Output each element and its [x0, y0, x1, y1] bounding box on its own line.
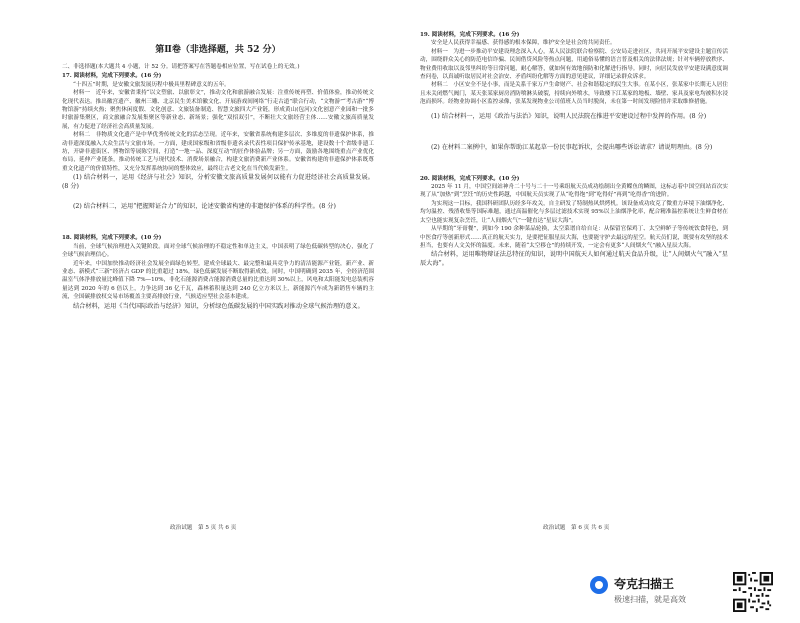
q19-material-2: 材料二 小区安全不是小事，而是关系千家万户生命财产、社会和谐稳定的民生大事。在某小区，张某家中长期无人居住且未关闭燃气阀门，某天张某家厨房消防喷淋头破裂，持续向外喷水，导致楼下江某家的地板、墙壁、家具及家电均被积水浸泡而损坏。经物业协调小区监控录像，张某发现物业公司值班人员当时脱岗，未在第一时间发现险情并采取维修措施。 — [420, 82, 728, 106]
scanner-app-name: 夸克扫描王 — [614, 577, 675, 591]
q19-subquestion-2: (2) 在材料二案例中，如果你帮助江某起草一份民事起诉状，会提出哪些诉讼请求？请说明理由。(8 分) — [431, 143, 713, 151]
q19-material-1: 材料一 为进一步推动平安建设理念深入人心，某人民法院联合检察院、公安局走进社区，共同开展平安建设主题宣传活动，围绕群众关心的防范电信诈骗、民间借贷风险等热点问题，用通俗易懂的语言普及相关的法律法规；针对车辆停放秩序、物业费用收取以及邻里纠纷等日常问题，耐心解答，就如何有效地预防和化解进行指导。同时，向居民发放平安建设满意度调查问卷，以真诚听取居民对社会治安、矛盾纠纷化解等方面的意见建议，详细记录群众诉求。 — [420, 48, 728, 81]
section-instructions: 二、非选择题(本大题共 4 小题，计 52 分。请把答案写在答题卷相应位置，写在试卷上的无效。) — [62, 64, 300, 70]
page-5-content — [62, 30, 374, 535]
scanner-watermark — [590, 572, 790, 616]
qr-code-icon — [733, 572, 773, 612]
q18-task: 结合材料，运用《当代国际政治与经济》知识，分析绿色低碳发展的中国实践对推动全球气候治理的意义。 — [73, 302, 364, 310]
q19-heading: 19. 阅读材料，完成下列要求。(16 分) — [420, 32, 520, 38]
q17-subquestion-2: (2) 结合材料二，运用“把握辩证合力”的知识，论述安徽省构建的非遗保护体系的科学性。(8 分) — [73, 203, 336, 211]
q20-heading: 20. 阅读材料，完成下列要求。(10 分) — [420, 175, 520, 182]
q20-task: 结合材料，运用唯物辩证法总特征的知识，说明中国航天人如何通过航天食品升级，让“人间烟火气”融入“星辰大海”。 — [420, 251, 728, 268]
q20-intro: 2025 年 11 月，中国空间站神舟二十号与二十一号乘组航天员成功绘制出全黄鲽鱼的鳞图，这标志着中国空间站首次实现了从“加热”到“烹饪”的历史性跨越，中国航天员实现了从“吃得饱”到“吃得好”再到“吃得香”的进阶。 — [420, 184, 728, 199]
q17-subquestion-1: (1) 结合材料一，运用《经济与社会》知识，分析安徽文旅高质量发展何以能有力促进经济社会高质量发展。(8 分) — [62, 174, 374, 191]
q17-material-1: 材料一 近年来，安徽省秉持“以文塑旅、以旅彰文”，推动文化和旅游融合发展：注重传统再塑、价值体验，推动传统文化现代表达。推出徽宫遗产、徽州三雕、北京民生美术馆徽文化、开展游戏间网络“行走古道”联合行动，“文物游”“考古游”“博物馆游”持续火热；聚焦休闲度假、文化创意、文旅装备制造、智慧文旅四大产业链，形成黄山(包河)文化创意产业园和一批多时旅游集聚区，商文旅融合发展集聚区等新业态、新场景；强化“双招双引”，不断壮大文旅经营主体……安徽文旅高质量发展，有力促进了经济社会高质量发展。 — [62, 90, 374, 130]
q17-heading: 17. 阅读材料，完成下列要求。(16 分) — [62, 73, 162, 80]
q18-intro: 当前，全球气候治理进入关键阶段。面对全球气候治理的不稳定性和单边主义，中国表明了绿色低碳转型的决心，强化了全球气候治理信心。 — [62, 243, 374, 259]
q19-intro: 安全是人民获得幸福感、获得感的根本保障，维护安全是社会的共同责任。 — [431, 40, 616, 47]
page-5-footer: 政治试题 第 5 页 共 6 页 — [170, 525, 237, 531]
page-6-content — [420, 30, 728, 492]
q18-heading: 18. 阅读材料，完成下列要求。(10 分) — [62, 235, 162, 242]
scanner-slogan: 极速扫描，就是高效 — [614, 595, 686, 604]
q17-material-2: 材料二 非物质文化遗产是中华优秀传统文化的活态呈现。近年来，安徽省系统构建多层次、多维度的非遗保护体系，推动非遗深度融入大众生活与文旅市场。一方面，建成国家级和省级非遗名录代表性项目保护传承基地，建设数十个省级非遗工坊，开辟非遗街区、博物馆等展陈空间，打造“一地一品、深度互动”的匠作体验品牌；另一方面，鼓励各地围绕重点产业优化布局，延伸产业链条，推动传统工艺与现代技术、消费场景融合，构建文旅消费新产业体系。安徽省构建的非遗保护体系既尊重文化遗产的价值特性，又充分发挥系统协同的整体效应，最终让古老文化在当代焕发新生。 — [62, 132, 374, 172]
quark-logo-icon — [590, 576, 608, 594]
page-6-footer: 政治试题 第 6 页 共 6 页 — [543, 525, 610, 531]
q19-subquestion-1: (1) 结合材料一，运用《政治与法治》知识，说明人民法院在推进平安建设过程中发挥的作用。(8 分) — [431, 112, 707, 120]
q20-material-2: 从早期的“牙膏餐”，到如今 190 余种菜品轮换，太空菜谱自给自足：从保留官保鸡丁、太空鲜鲈子等传统饮食特色，到中医食疗等创新形式……真正的航天实力，是要把征服星辰大海，也要能守护去最远的星空。航天员们说，既要有攻坚的技术担当，也要有人文关怀的温度。未来，随着“太空移仓”的持续开发，一定会有更多“人间烟火气”融入星辰大海。 — [420, 226, 728, 249]
q17-intro: “十四五”时期，是安徽文旅发展历程中极具里程碑意义的五年。 — [73, 81, 230, 88]
q20-material-1: 为实现这一目标，我国科研团队历经多年攻关，自主研发了特制热风烘烤机。该设备成功攻克了微重力环境下油烟净化、均匀温控、残渣收集等国际难题，通过高温催化与多层过滤技术实现 95%以上油烟净化率，配合精准温控系统让生鲜食材在太空也能实现复杂烹饪，让“人间烟火气”一键直达“星辰大海”。 — [420, 200, 728, 224]
exam-page-6 — [400, 0, 800, 623]
section-title: 第Ⅱ卷（非选择题，共 52 分） — [155, 45, 281, 55]
q18-material: 近年来，中国加快推动经济社会发展全面绿色转型，建成全球最大、最完整和最具竞争力的清洁能源产业链，新产业、新业态、新模式“三新”经济占 GDP 的比重超过 18%，绿色低碳发展不断取得新成效。同时，中国明确到 2035 年，全经济范围温室气体净排放量比峰值下降 7%—10%，非化石能源消费占能源消费总量的比重达到 30%以上，风电和太阳能发电总装机容量达到 2020 年的 6 倍以上，力争达到 36 亿千瓦，森林蓄积量达到 240 亿立方米以上，新能源汽车成为新销售车辆的主流，全国碳排放权交易市场覆盖主要高排放行业，气候适应型社会基本建成。 — [62, 260, 374, 301]
